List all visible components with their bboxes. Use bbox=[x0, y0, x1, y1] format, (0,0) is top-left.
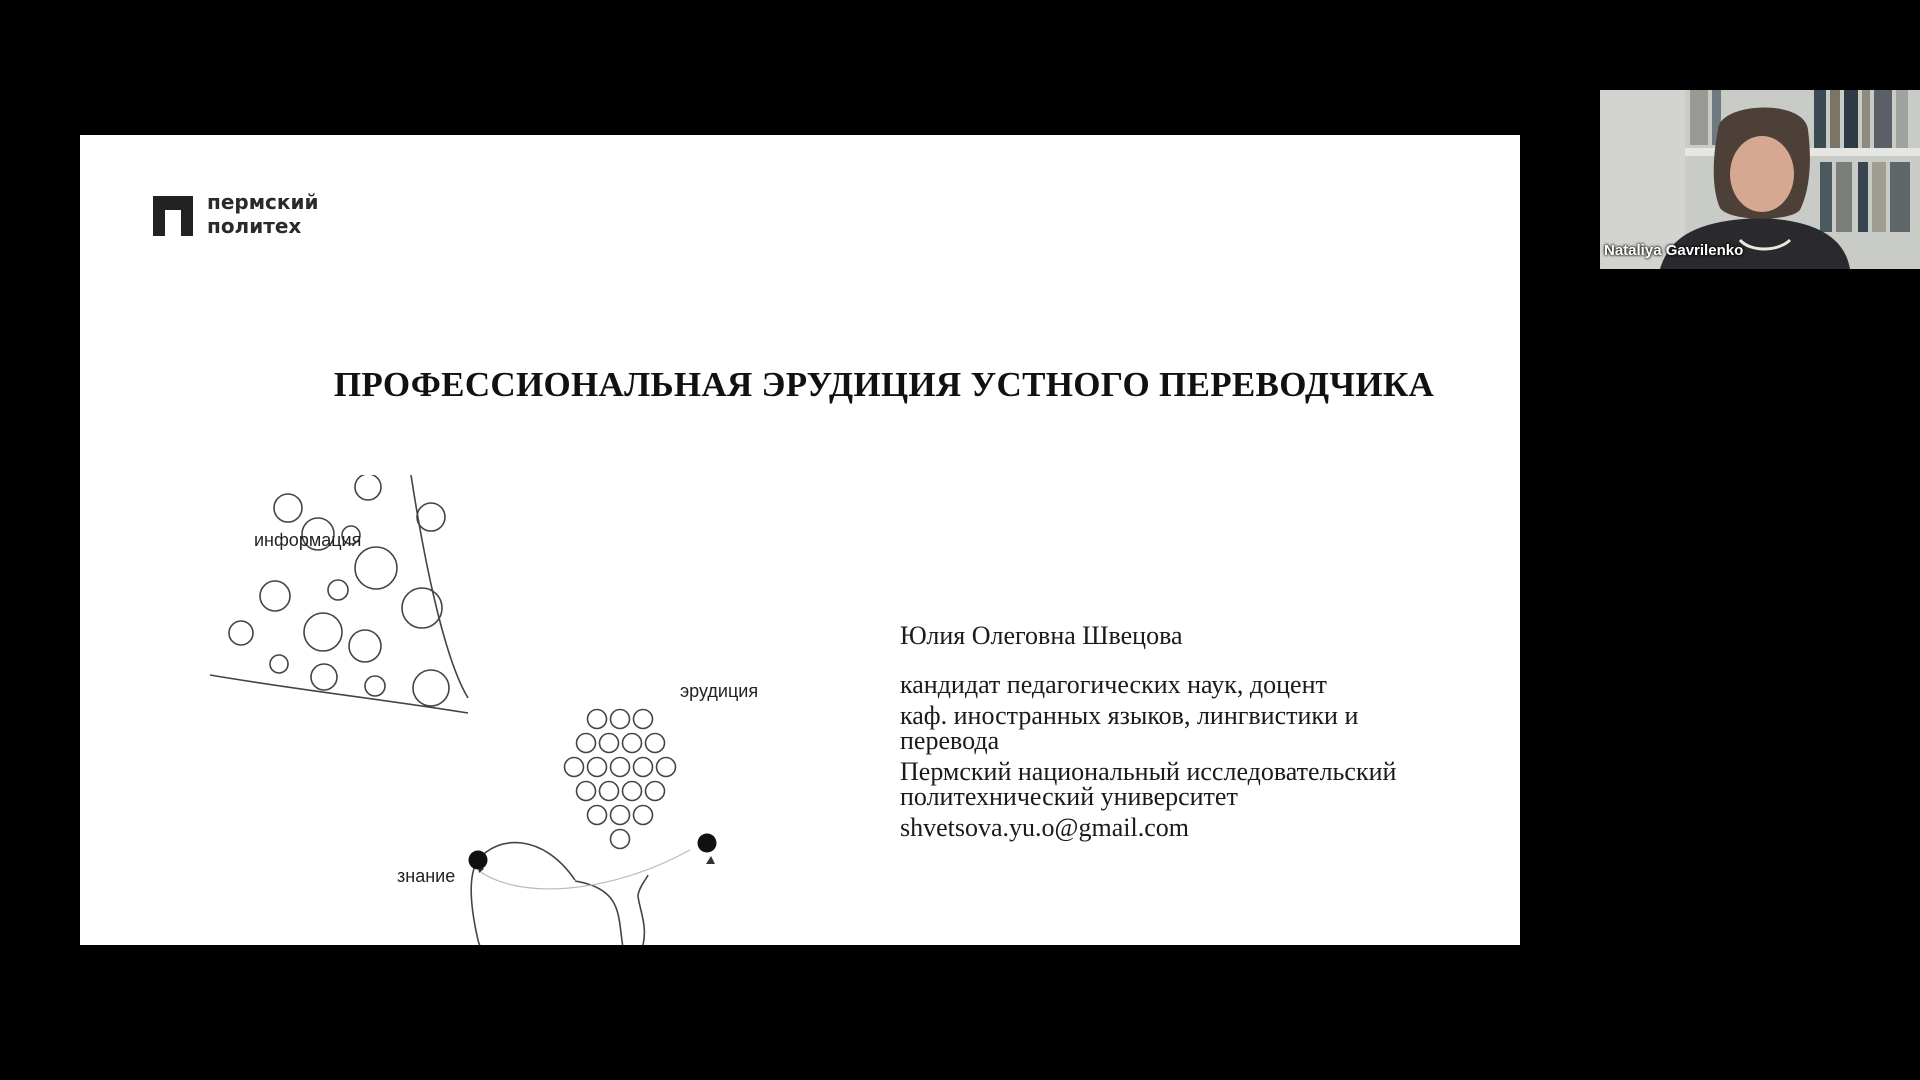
author-info bbox=[900, 622, 1460, 846]
logo-text bbox=[207, 190, 319, 238]
pointer-arrow-right bbox=[706, 856, 715, 864]
erudition-cluster bbox=[565, 710, 676, 849]
head-silhouette bbox=[471, 843, 648, 945]
shared-slide bbox=[80, 135, 1520, 945]
logo-text-line1: пермский bbox=[207, 190, 319, 214]
logo-mark-icon bbox=[153, 196, 193, 236]
label-erudition: эрудиция bbox=[680, 681, 759, 701]
author-department: каф. иностранных языков, лингвистики и перевода bbox=[900, 701, 1359, 755]
author-degree: кандидат педагогических наук, доцент bbox=[900, 670, 1327, 699]
participant-name-label: Nataliya Gavrilenko bbox=[1604, 242, 1744, 259]
author-email: shvetsova.yu.o@gmail.com bbox=[900, 813, 1189, 842]
author-university: Пермский национальный исследовательский политехнический университет bbox=[900, 757, 1397, 811]
slide-title: ПРОФЕССИОНАЛЬНАЯ ЭРУДИЦИЯ УСТНОГО ПЕРЕВОДЧИКА bbox=[333, 365, 1435, 404]
erudition-node bbox=[698, 834, 717, 853]
author-name: Юлия Олеговна Швецова bbox=[900, 621, 1183, 650]
participant-video-tile[interactable] bbox=[1600, 90, 1920, 269]
funnel-bottom-edge bbox=[210, 675, 468, 713]
logo-text-line2: политех bbox=[207, 214, 302, 238]
label-information: информация bbox=[254, 530, 362, 550]
label-knowledge: знание bbox=[397, 866, 456, 886]
knowledge-node bbox=[469, 851, 488, 870]
erudition-diagram bbox=[178, 475, 798, 945]
